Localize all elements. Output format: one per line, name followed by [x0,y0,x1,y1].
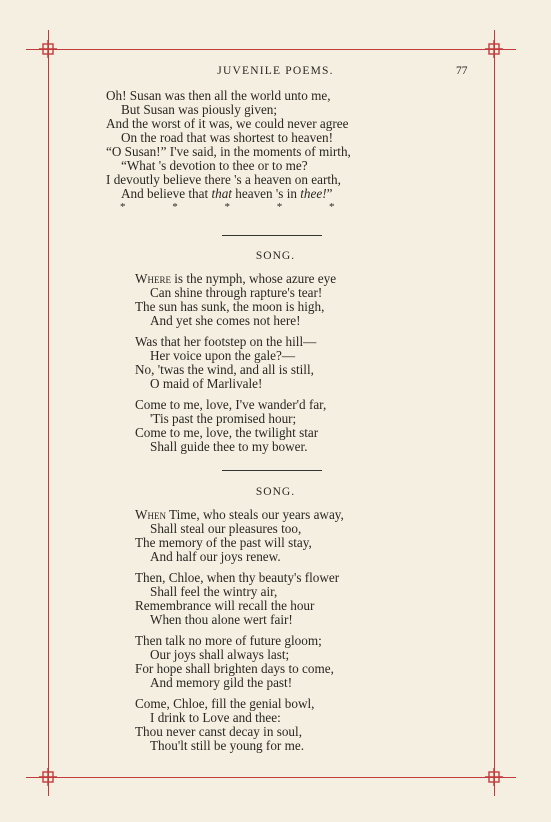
song-title: SONG. [255,250,296,262]
poem-line: When thou alone wert fair! [150,612,293,627]
corner-ornament-icon [37,766,59,788]
poem-line: And the worst of it was, we could never agree [106,116,349,131]
corner-ornament-icon [483,766,505,788]
poem-text: heaven 's in [235,186,297,201]
poem-line: Come, Chloe, fill the genial bowl, [135,696,315,711]
poem-line: Come to me, love, I've wander'd far, [135,397,327,412]
poem-line: Then talk no more of future gloom; [135,633,322,648]
poem-line: And yet she comes not here! [150,313,301,328]
poem-line: Thou'lt still be young for me. [150,738,305,753]
song-title: SONG. [255,486,296,498]
poem-line: Our joys shall always last; [150,647,290,662]
poem-line: Thou never canst decay in soul, [135,724,302,739]
poem-line-first [135,508,344,522]
left-border-rule [48,30,49,796]
top-border-rule [26,49,516,50]
poem-line-mixed [121,187,332,201]
right-border-rule [494,30,495,796]
poem-line: No, 'twas the wind, and all is still, [135,362,314,377]
poem-line: Shall steal our pleasures too, [150,521,302,536]
poem-emphasis: that [211,186,232,201]
bottom-border-rule [26,777,516,778]
poem-line: And memory gild the past! [150,675,293,690]
poem-line: O maid of Marlivale! [150,376,263,391]
dropcap-word: When [135,507,166,522]
section-divider [222,470,322,471]
page-number: 77 [456,65,468,77]
poem-line: For hope shall brighten days to come, [135,661,334,676]
poem-line: I drink to Love and thee: [150,710,281,725]
section-divider [222,235,322,236]
poem-text: And believe that [121,186,209,201]
poem-line: Shall guide thee to my bower. [150,439,308,454]
poem-line: Remembrance will recall the hour [135,598,315,613]
poem-line: But Susan was piously given; [121,102,278,117]
poem-line: On the road that was shortest to heaven! [121,130,334,145]
poem-emphasis: thee! [300,186,327,201]
poem-line: Then, Chloe, when thy beauty's flower [135,570,340,585]
poem-line: Was that her footstep on the hill— [135,334,317,349]
poem-line: 'Tis past the promised hour; [150,411,297,426]
poem-line: I devoutly believe there 's a heaven on earth, [106,172,341,187]
poem-line-first [135,272,336,286]
poem-text: Time, who steals our years away, [169,507,344,522]
corner-ornament-icon [483,38,505,60]
poem-line: The sun has sunk, the moon is high, [135,299,325,314]
poem-line: Her voice upon the gale?— [150,348,296,363]
poem-line: Can shine through rapture's tear! [150,285,323,300]
poem-line: “What 's devotion to thee or to me? [121,158,308,173]
poem-line: Come to me, love, the twilight star [135,425,319,440]
dropcap-word: Where [135,271,171,286]
poem-line: Shall feel the wintry air, [150,584,278,599]
poem-line: “O Susan!” I've said, in the moments of mirth, [106,144,351,159]
poem-text: is the nymph, whose azure eye [174,271,337,286]
poem-text: ” [326,186,333,201]
corner-ornament-icon [37,38,59,60]
poem-line: The memory of the past will stay, [135,535,312,550]
poem-line: Oh! Susan was then all the world unto me, [106,88,331,103]
poem-line: And half our joys renew. [150,549,281,564]
asterism: * * * * * [120,201,335,213]
running-head: JUVENILE POEMS. [217,65,334,77]
